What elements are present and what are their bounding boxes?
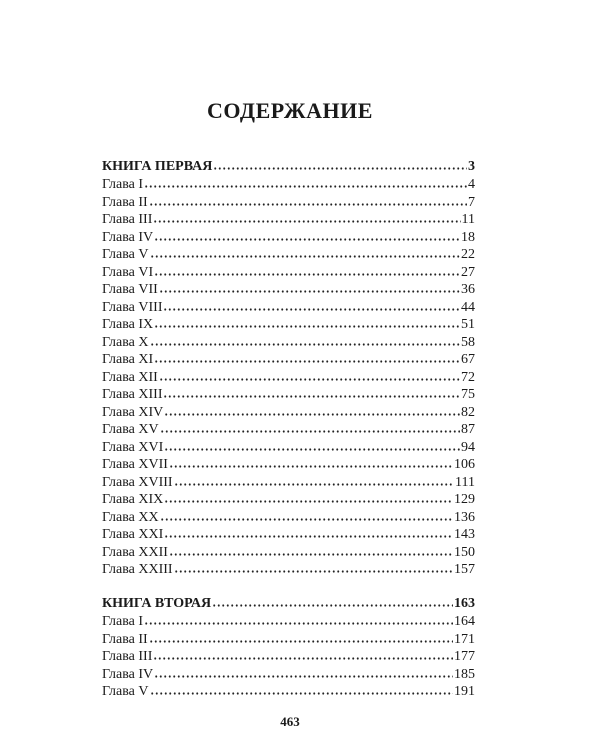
dot-leader [154, 351, 460, 363]
dot-leader [169, 544, 453, 556]
dot-leader [149, 194, 467, 206]
toc-entry[interactable] [102, 648, 475, 666]
chapter-label: Глава I [102, 614, 144, 629]
toc-entry[interactable] [102, 211, 475, 229]
chapter-page: 143 [454, 527, 475, 542]
chapter-label: Глава IX [102, 317, 154, 332]
chapter-page: 72 [461, 369, 475, 385]
chapter-label: Глава XIII [102, 387, 163, 402]
toc-entry[interactable] [102, 386, 475, 404]
toc-book-2 [102, 594, 475, 701]
dot-leader [154, 666, 453, 678]
chapter-label: Глава III [102, 212, 153, 227]
chapter-page: 106 [454, 457, 475, 472]
chapter-label: Глава XII [102, 369, 158, 385]
chapter-label: Глава II [102, 194, 148, 210]
toc-entry[interactable] [102, 561, 475, 579]
toc-entry[interactable] [102, 316, 475, 334]
book-page: 163 [454, 596, 475, 611]
toc-entry[interactable] [102, 404, 475, 422]
toc-entry[interactable] [102, 439, 475, 457]
toc-entry[interactable] [102, 456, 475, 474]
chapter-label: Глава IV [102, 229, 154, 245]
chapter-page: 67 [461, 352, 475, 367]
chapter-label: Глава VI [102, 264, 154, 280]
chapter-page: 7 [468, 194, 475, 210]
toc-entry[interactable] [102, 613, 475, 631]
dot-leader [213, 158, 467, 170]
toc-book-heading[interactable] [102, 594, 475, 613]
chapter-page: 44 [461, 299, 475, 315]
dot-leader [154, 316, 460, 328]
dot-leader [144, 613, 453, 625]
chapter-page: 27 [461, 264, 475, 280]
toc-entry[interactable] [102, 683, 475, 701]
dot-leader [174, 474, 454, 486]
chapter-page: 177 [454, 649, 475, 664]
chapter-label: Глава XVII [102, 457, 168, 472]
chapter-page: 87 [461, 422, 475, 437]
chapter-label: Глава XI [102, 352, 154, 367]
toc-entry[interactable] [102, 246, 475, 264]
chapter-label: Глава XIV [102, 404, 164, 420]
chapter-label: Глава I [102, 177, 144, 192]
dot-leader [169, 456, 453, 468]
dot-leader [153, 648, 453, 660]
chapter-page: 51 [461, 317, 475, 332]
dot-leader [150, 246, 461, 258]
book-title: КНИГА ПЕРВАЯ [102, 159, 213, 174]
dot-leader [150, 683, 454, 695]
chapter-page: 18 [461, 229, 475, 245]
chapter-page: 4 [468, 177, 475, 192]
chapter-page: 191 [454, 684, 475, 699]
dot-leader [160, 509, 453, 521]
chapter-label: Глава XV [102, 422, 159, 437]
chapter-label: Глава IV [102, 666, 154, 682]
dot-leader [153, 211, 460, 223]
chapter-page: 111 [455, 474, 475, 490]
toc-entry[interactable] [102, 369, 475, 387]
chapter-label: Глава XIX [102, 492, 164, 507]
dot-leader [159, 281, 460, 293]
chapter-label: Глава XXII [102, 544, 168, 560]
dot-leader [144, 176, 467, 188]
chapter-label: Глава VII [102, 282, 158, 297]
page-title: СОДЕРЖАНИЕ [207, 98, 373, 123]
dot-leader [154, 229, 460, 241]
toc-entry[interactable] [102, 281, 475, 299]
chapter-label: Глава X [102, 334, 149, 350]
page-number: 463 [280, 714, 300, 729]
chapter-page: 157 [454, 562, 475, 577]
toc-entry[interactable] [102, 544, 475, 562]
toc-entry[interactable] [102, 299, 475, 317]
toc-entry[interactable] [102, 526, 475, 544]
toc-entry[interactable] [102, 194, 475, 212]
dot-leader [164, 526, 453, 538]
toc-entry[interactable] [102, 351, 475, 369]
toc-entry[interactable] [102, 509, 475, 527]
chapter-label: Глава II [102, 631, 148, 647]
chapter-page: 185 [454, 666, 475, 682]
dot-leader [154, 264, 460, 276]
dot-leader [160, 421, 460, 433]
dot-leader [149, 631, 453, 643]
chapter-page: 171 [454, 631, 475, 647]
dot-leader [174, 561, 453, 573]
chapter-page: 58 [461, 334, 475, 350]
toc-entry[interactable] [102, 229, 475, 247]
dot-leader [164, 491, 453, 503]
chapter-page: 129 [454, 492, 475, 507]
chapter-page: 150 [454, 544, 475, 560]
chapter-page: 136 [454, 509, 475, 525]
book-title: КНИГА ВТОРАЯ [102, 596, 212, 611]
chapter-label: Глава III [102, 649, 153, 664]
dot-leader [164, 404, 460, 416]
chapter-label: Глава VIII [102, 299, 163, 315]
chapter-label: Глава V [102, 684, 149, 699]
toc-entry[interactable] [102, 264, 475, 282]
chapter-page: 22 [461, 247, 475, 262]
chapter-page: 164 [454, 614, 475, 629]
dot-leader [163, 386, 460, 398]
toc-entry[interactable] [102, 421, 475, 439]
dot-leader [150, 334, 461, 346]
dot-leader [212, 595, 453, 607]
toc-entry[interactable] [102, 491, 475, 509]
dot-leader [164, 439, 460, 451]
chapter-page: 75 [461, 387, 475, 402]
chapter-label: Глава XXIII [102, 562, 173, 577]
dot-leader [163, 299, 460, 311]
toc-entry[interactable] [102, 666, 475, 684]
toc-book-1 [102, 157, 475, 579]
chapter-label: Глава XX [102, 509, 159, 525]
toc-entry[interactable] [102, 474, 475, 492]
toc-book-heading[interactable] [102, 157, 475, 176]
chapter-label: Глава XVIII [102, 474, 173, 490]
toc-entry[interactable] [102, 334, 475, 352]
chapter-label: Глава XXI [102, 527, 164, 542]
toc-entry[interactable] [102, 631, 475, 649]
chapter-label: Глава XVI [102, 439, 164, 455]
dot-leader [159, 369, 460, 381]
chapter-page: 36 [461, 282, 475, 297]
chapter-page: 94 [461, 439, 475, 455]
toc-entry[interactable] [102, 176, 475, 194]
chapter-page: 11 [461, 212, 475, 227]
book-page: 3 [468, 159, 475, 174]
chapter-page: 82 [461, 404, 475, 420]
chapter-label: Глава V [102, 247, 149, 262]
